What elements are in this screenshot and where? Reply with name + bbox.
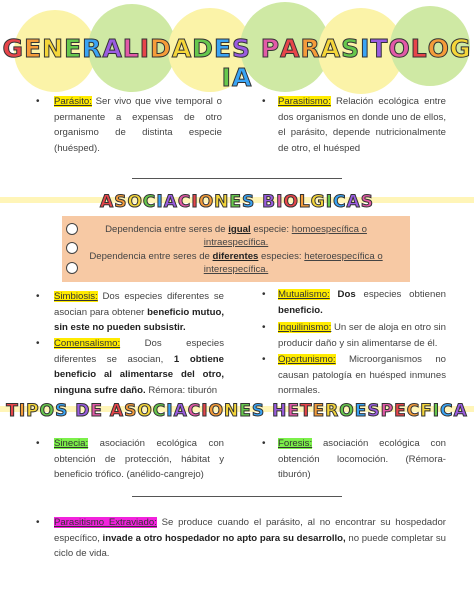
term-simbiosis: Simbiosis: bbox=[54, 291, 98, 302]
title-letter: R bbox=[325, 401, 340, 421]
definition-sinecia bbox=[54, 436, 224, 483]
term-parasitismo-extraviado: Parasitismo Extraviado: bbox=[54, 517, 157, 528]
title-letter: O bbox=[388, 34, 411, 63]
title-letter: N bbox=[42, 34, 65, 63]
bullet-dot: • bbox=[262, 289, 266, 300]
box-line-1 bbox=[62, 223, 410, 237]
title-letter bbox=[255, 192, 262, 212]
title-letter: P bbox=[380, 401, 395, 421]
bullet-dot: • bbox=[262, 354, 266, 365]
title-letter: T bbox=[299, 401, 313, 421]
title-letter: S bbox=[360, 192, 374, 212]
definition-mutualismo bbox=[278, 287, 446, 318]
bullet-dot: • bbox=[36, 96, 40, 107]
definition-text: Dos especies diferentes se asocian para obtener bbox=[54, 291, 224, 318]
definition-parasitismo bbox=[278, 94, 446, 156]
term-inquilinismo: Inquilinismo: bbox=[278, 322, 332, 333]
definition-bold: invade a otro hospedador no apto para su desarrollo, bbox=[102, 532, 346, 544]
title-letter: E bbox=[229, 192, 242, 212]
title-letter: E bbox=[90, 401, 103, 421]
title-letter: A bbox=[320, 34, 342, 63]
title-letter bbox=[251, 34, 261, 63]
page-title bbox=[0, 34, 474, 92]
title-letter: A bbox=[109, 401, 125, 421]
title-letter: E bbox=[239, 401, 252, 421]
title-letter: G bbox=[449, 34, 472, 63]
title-letter: P bbox=[260, 34, 281, 63]
title-letter bbox=[265, 401, 272, 421]
title-letter: P bbox=[26, 401, 40, 421]
title-letter: I bbox=[276, 192, 284, 212]
bullet-dot: • bbox=[36, 338, 40, 349]
definition-inquilinismo bbox=[278, 320, 446, 351]
term-mutualismo: Mutualismo: bbox=[278, 289, 330, 300]
definition-text: Ser vivo que vive temporal o permanente a expensas de otro organismo de distinta especie (huésped). bbox=[54, 96, 222, 154]
box-underline: intraespecífica. bbox=[203, 237, 269, 248]
title-letter: G bbox=[2, 34, 25, 63]
title-letter: I bbox=[221, 63, 232, 92]
definition-text: Microorganismos no causan patología en huésped inmunes normales. bbox=[278, 354, 446, 396]
term-parasito: Parásito: bbox=[54, 96, 92, 107]
box-line-4 bbox=[62, 263, 410, 277]
definition-comensalismo bbox=[54, 336, 224, 398]
title-letter: E bbox=[394, 401, 407, 421]
box-bold: diferentes bbox=[212, 251, 259, 262]
box-line-3 bbox=[62, 250, 410, 264]
title-letter: L bbox=[122, 34, 140, 63]
divider bbox=[132, 178, 342, 179]
title-letter: O bbox=[198, 192, 215, 212]
title-letter: I bbox=[432, 401, 441, 421]
title-letter: O bbox=[208, 401, 225, 421]
title-letter: R bbox=[82, 34, 103, 63]
bullet-dot: • bbox=[262, 96, 266, 107]
title-letter: O bbox=[427, 34, 450, 63]
title-letter: O bbox=[339, 401, 355, 421]
title-letter: N bbox=[214, 192, 230, 212]
title-letter: S bbox=[124, 401, 138, 421]
definition-simbiosis bbox=[54, 289, 224, 336]
definition-oportunismo bbox=[278, 352, 446, 399]
section-title-tipos bbox=[0, 401, 474, 421]
title-letter: E bbox=[312, 401, 326, 421]
term-oportunismo: Oportunismo: bbox=[278, 354, 336, 365]
title-letter: S bbox=[251, 401, 266, 421]
title-letter bbox=[68, 401, 75, 421]
title-letter: O bbox=[283, 192, 299, 212]
title-letter: S bbox=[232, 34, 252, 63]
box-line-2 bbox=[62, 236, 410, 250]
title-letter: R bbox=[300, 34, 321, 63]
definition-text: Dos especies diferentes se asocian, bbox=[54, 338, 224, 365]
definition-text: asociación ecológica con obtención de protección, hábitat y beneficio trófico. (anélido-cangrejo) bbox=[54, 438, 224, 480]
title-letter: D bbox=[75, 401, 91, 421]
title-letter: I bbox=[156, 192, 164, 212]
term-foresis: Foresis: bbox=[278, 438, 313, 449]
bullet-dot: • bbox=[262, 322, 266, 333]
definition-bold: Dos bbox=[337, 289, 356, 300]
title-letter: A bbox=[231, 63, 253, 92]
title-letter: S bbox=[341, 34, 361, 63]
title-letter: A bbox=[102, 34, 123, 63]
title-letter: I bbox=[139, 34, 151, 63]
title-letter: I bbox=[360, 34, 371, 63]
title-letter: C bbox=[177, 192, 192, 212]
definition-text: no puede completar su ciclo de vida. bbox=[54, 532, 446, 559]
box-text: Dependencia entre seres de bbox=[105, 224, 229, 235]
definition-bold: beneficio mutuo, sin este no pueden subsistir. bbox=[54, 306, 224, 333]
title-letter: I bbox=[18, 401, 27, 421]
title-letter: I bbox=[191, 192, 199, 212]
definition-foresis bbox=[278, 436, 446, 483]
box-underline: interespecífica. bbox=[203, 264, 269, 275]
definition-text: Rémora: tiburón bbox=[145, 384, 218, 396]
box-text: especies: bbox=[258, 251, 305, 262]
title-letter: L bbox=[410, 34, 428, 63]
bullet-dot: • bbox=[262, 438, 266, 449]
title-letter: A bbox=[173, 401, 188, 421]
definition-text: Relación ecológica entre dos organismos en donde uno de ellos, el parásito, depende nutricionalmente de otro, el huésped bbox=[278, 96, 446, 154]
term-parasitismo: Parasitismo: bbox=[278, 96, 331, 107]
box-text: especie: bbox=[250, 224, 292, 235]
definition-parasito bbox=[54, 94, 222, 156]
title-letter: A bbox=[171, 34, 193, 63]
title-letter: A bbox=[280, 34, 301, 63]
title-letter bbox=[103, 401, 110, 421]
title-letter: O bbox=[137, 401, 153, 421]
box-underline: heteroespecífica o bbox=[304, 251, 383, 262]
title-letter: E bbox=[213, 34, 233, 63]
definition-bold: beneficio. bbox=[278, 304, 323, 316]
title-letter: S bbox=[367, 401, 381, 421]
title-letter: C bbox=[406, 401, 421, 421]
box-text: Dependencia entre seres de bbox=[89, 251, 213, 262]
title-letter: N bbox=[224, 401, 240, 421]
title-letter: L bbox=[298, 192, 311, 212]
section-title-asociaciones bbox=[0, 192, 474, 212]
box-underline: homoespecífica o bbox=[291, 224, 367, 235]
title-letter: H bbox=[272, 401, 288, 421]
box-bold: igual bbox=[228, 224, 251, 235]
term-comensalismo: Comensalismo: bbox=[54, 338, 121, 349]
bullet-dot: • bbox=[36, 517, 40, 528]
title-letter: A bbox=[163, 192, 178, 212]
title-letter: O bbox=[39, 401, 56, 421]
title-letter: S bbox=[55, 401, 69, 421]
title-letter: E bbox=[64, 34, 83, 63]
title-letter: S bbox=[242, 192, 256, 212]
title-letter: A bbox=[453, 401, 468, 421]
title-letter: I bbox=[201, 401, 209, 421]
title-letter: E bbox=[287, 401, 300, 421]
title-letter: I bbox=[166, 401, 174, 421]
title-letter: D bbox=[150, 34, 172, 63]
bullet-dot: • bbox=[36, 438, 40, 449]
title-letter: C bbox=[142, 192, 157, 212]
definition-parasitismo-extraviado bbox=[54, 515, 446, 562]
title-letter: S bbox=[114, 192, 128, 212]
definition-text: asociación ecológica con obtención locomoción. (Rémora-tiburón) bbox=[278, 438, 446, 480]
divider bbox=[132, 496, 342, 497]
title-letter: I bbox=[325, 192, 334, 212]
title-letter: F bbox=[420, 401, 433, 421]
definition-text bbox=[330, 289, 338, 300]
title-letter: C bbox=[333, 192, 347, 212]
bullet-dot: • bbox=[36, 291, 40, 302]
term-sinecia: Sinecia: bbox=[54, 438, 89, 449]
definition-text: Un ser de aloja en otro sin producir daño y sin alimentarse de él. bbox=[278, 322, 446, 349]
title-letter: T bbox=[6, 401, 19, 421]
title-letter: A bbox=[346, 192, 361, 212]
title-letter: G bbox=[310, 192, 326, 212]
title-letter: C bbox=[440, 401, 454, 421]
title-letter: B bbox=[262, 192, 277, 212]
title-letter: D bbox=[192, 34, 214, 63]
title-letter: E bbox=[24, 34, 43, 63]
title-letter: O bbox=[127, 192, 143, 212]
definition-text: Se produce cuando el parásito, al no encontrar su hospedador específico, bbox=[54, 517, 446, 544]
title-letter: E bbox=[354, 401, 368, 421]
definition-text: especies obtienen bbox=[355, 289, 446, 300]
title-letter: C bbox=[152, 401, 167, 421]
title-letter: A bbox=[100, 192, 115, 212]
definition-bold: 1 obtiene beneficio al alimentarse del otro, ninguna sufre daño. bbox=[54, 353, 224, 396]
title-letter: C bbox=[187, 401, 202, 421]
title-letter: T bbox=[370, 34, 389, 63]
